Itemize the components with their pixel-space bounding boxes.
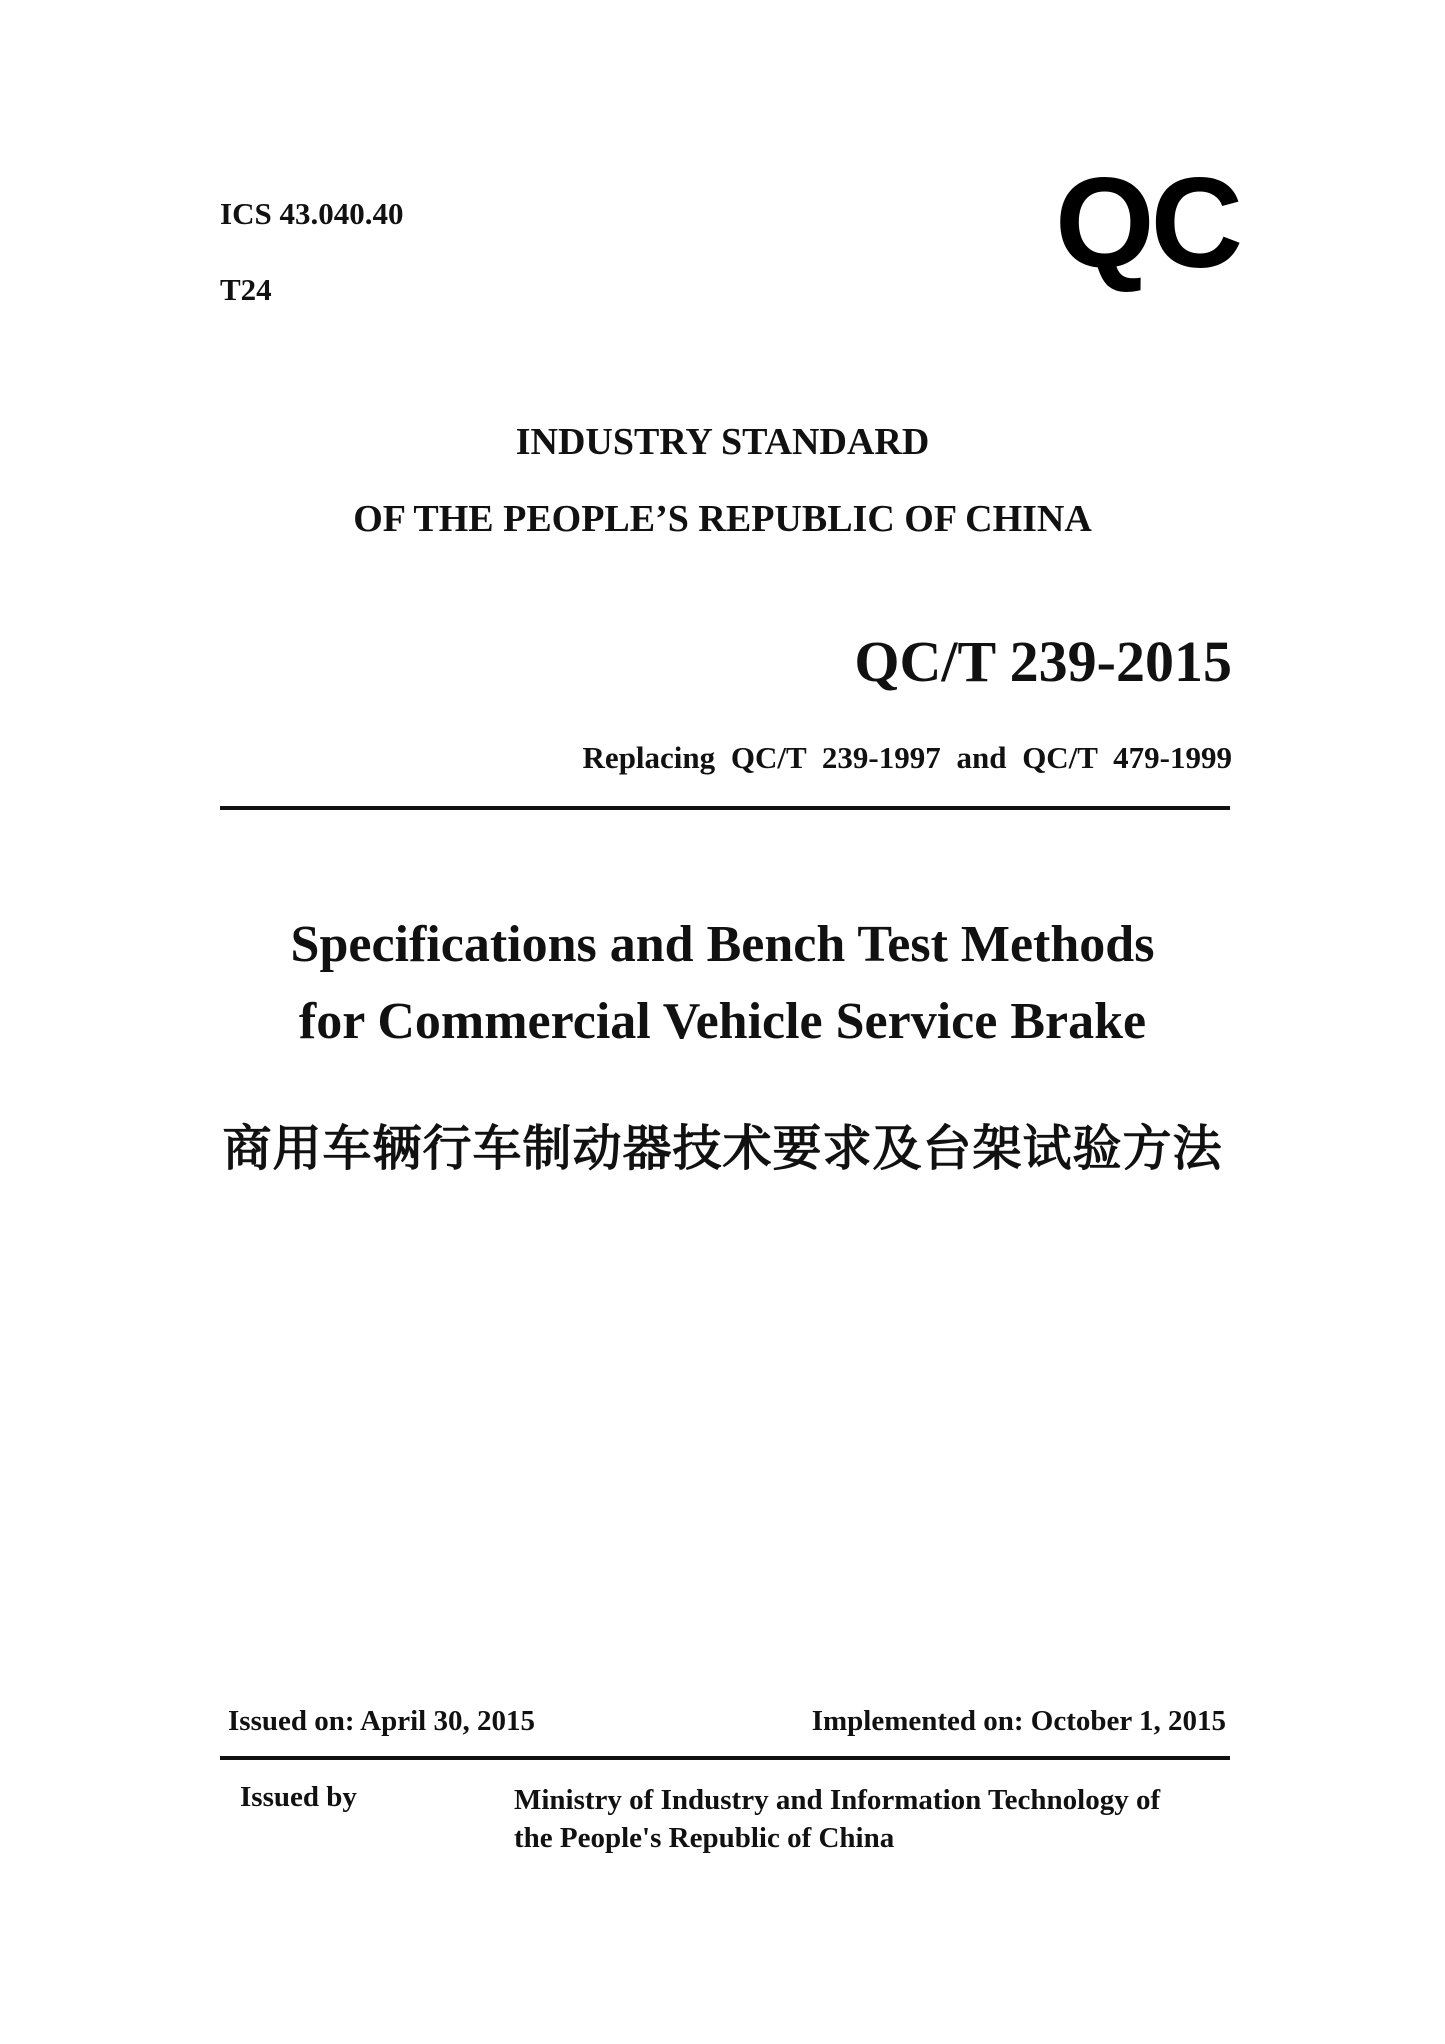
implemented-on-date: Implemented on: October 1, 2015 [811, 1705, 1226, 1737]
standard-type-line-1: INDUSTRY STANDARD [515, 421, 930, 463]
issuer-line-2: the People's Republic of China [514, 1822, 895, 1854]
issued-on-date: Issued on: April 30, 2015 [228, 1705, 535, 1737]
ics-code: ICS 43.040.40 [220, 196, 404, 231]
issuer-line-1: Ministry of Industry and Information Technology of [514, 1784, 1161, 1816]
issued-by-label: Issued by [240, 1781, 357, 1813]
replacing-note: Replacing QC/T 239-1997 and QC/T 479-1999 [582, 740, 1232, 775]
standard-number: QC/T 239-2015 [854, 629, 1232, 694]
chinese-title: 商用车辆行车制动器技术要求及台架试验方法 [222, 1120, 1223, 1177]
english-title-line-1: Specifications and Bench Test Methods [290, 916, 1155, 973]
bottom-divider [220, 1756, 1230, 1760]
standard-type-line-2: OF THE PEOPLE’S REPUBLIC OF CHINA [353, 498, 1092, 540]
ccs-code: T24 [220, 272, 272, 307]
top-divider [220, 806, 1230, 810]
english-title-line-2: for Commercial Vehicle Service Brake [298, 993, 1147, 1050]
issuer-name [514, 1781, 1160, 1857]
qc-logo: QC [1055, 152, 1239, 295]
